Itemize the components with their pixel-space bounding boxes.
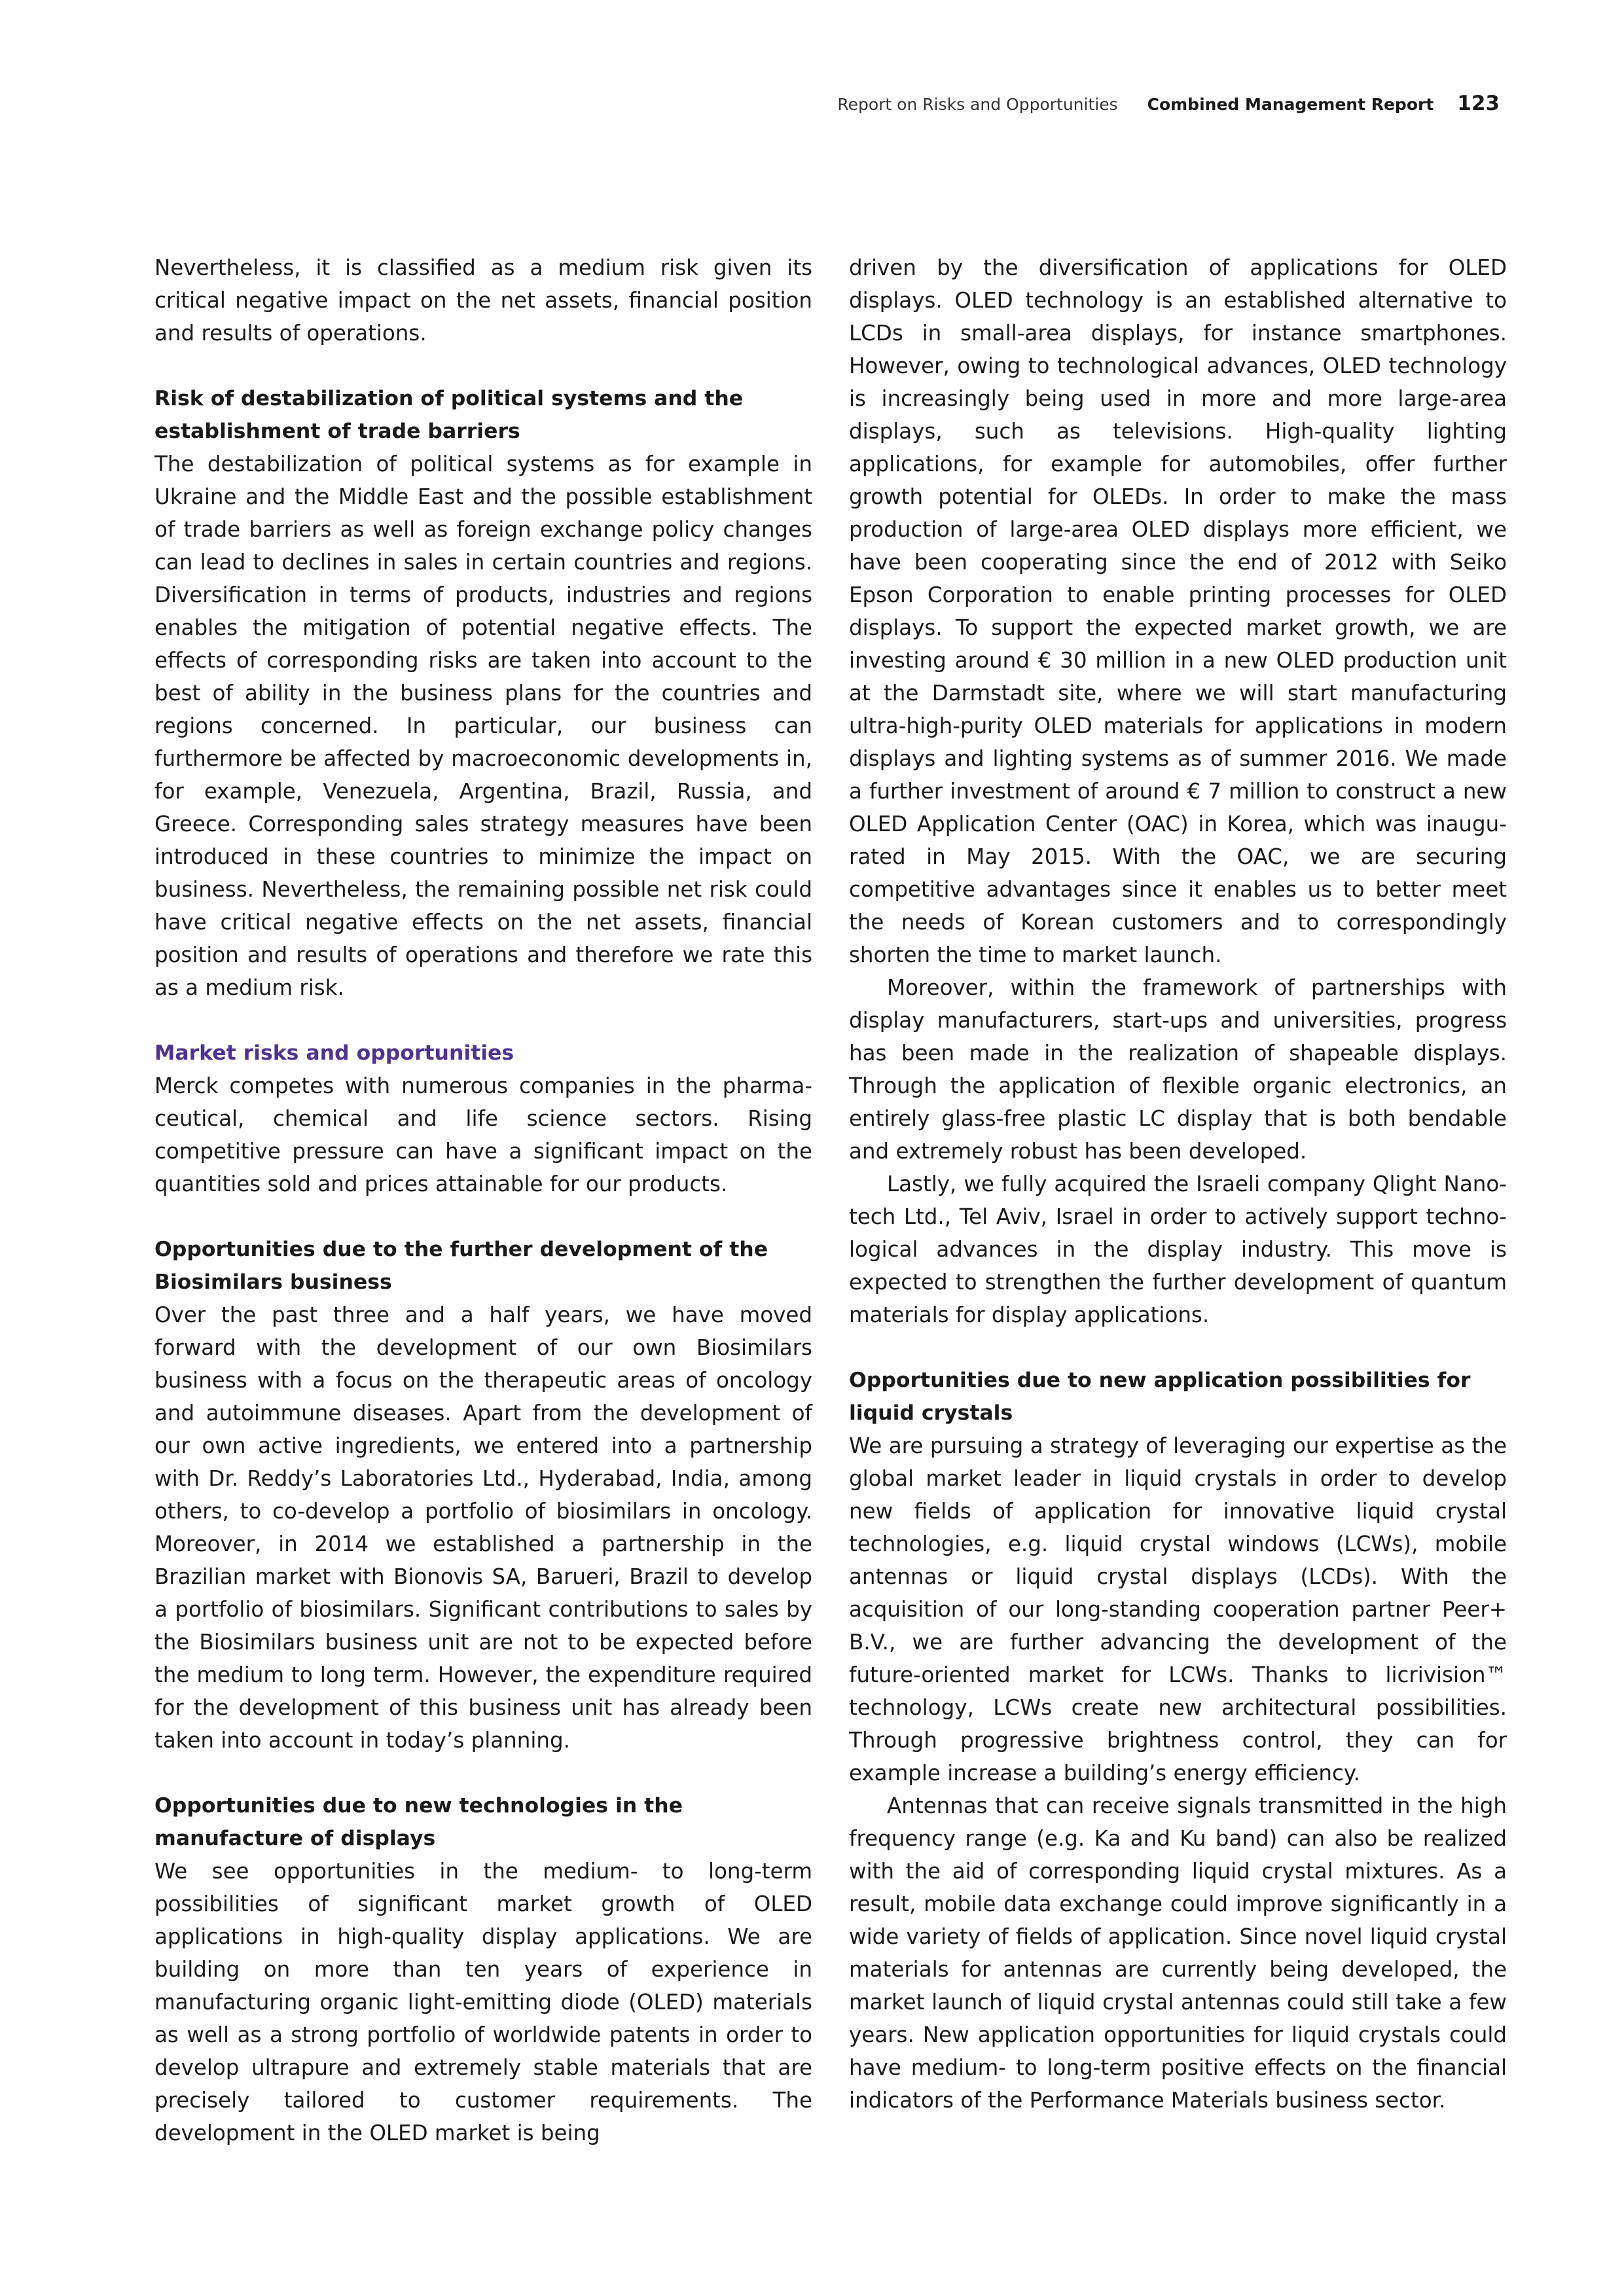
section-heading: Opportunities due to new application possibilities for liquid crystals: [849, 1369, 1471, 1425]
header-report-title: Combined Management Report: [1147, 95, 1434, 114]
paragraph: Antennas that can receive signals transmitted in the high frequency range (e.g. Ka and Ku band) can also be realized with the aid of corresponding liquid crystal mixtures. As a result, mobile data exchange could improve significantly in a wide variety of fields of application. Since novel liquid crystal materials for antennas are currently being developed, the market launch of liquid crystal antennas could still take a few years. New application opportunities for liquid crystals could have medium- to long-term positive effects on the financial indicators of the Performance Materials business sector.: [849, 1793, 1507, 2113]
paragraph: Merck competes with numerous companies in the pharmaceutical, chemical and life science sectors. Rising competitive pressure can have a significant impact on the quantities sold and prices attainable for our products.: [154, 1073, 812, 1196]
section-heading: Opportunities due to the further development of the Biosimilars business: [154, 1238, 768, 1294]
section-heading-accent: Market risks and opportunities: [154, 1041, 514, 1065]
paragraph: driven by the diversification of applications for OLED displays. OLED technology is an established alternative to LCDs in small-area displays, for instance smartphones. However, owing to technological advances, OLED technology is increasingly being used in more and more large-area displays, such as televisions. High-quality lighting applications, for example for automobiles, offer further growth potential for OLEDs. In order to make the mass production of large-area OLED displays more efficient, we have been cooperating since the end of 2012 with Seiko Epson Corporation to enable printing processes for OLED displays. To support the expected market growth, we are investing around € 30 million in a new OLED production unit at the Darmstadt site, where we will start manufacturing ultra-high-purity OLED materials for applications in modern displays and lighting systems as of summer 2016. We made a further investment of around € 7 million to construct a new OLED Application Center (OAC) in Korea, which was inaugurated in May 2015. With the OAC, we are securing competitive advantages since it enables us to better meet the needs of Korean customers and to correspondingly shorten the time to market launch.: [849, 255, 1507, 967]
right-column: [849, 251, 1507, 2117]
page-header: [837, 92, 1500, 115]
paragraph: We see opportunities in the medium- to long-term possibilities of significant market growth of OLED applications in high-quality display applications. We are building on more than ten years of experience in manufacturing organic light-emitting diode (OLED) materials as well as a strong portfolio of worldwide patents in order to develop ultrapure and extremely stable materials that are precisely tailored to customer requirements. The development in the OLED market is being: [154, 1859, 812, 2145]
paragraph: We are pursuing a strategy of leveraging our expertise as the global market leader in liquid crystals in order to develop new fields of application for innovative liquid crystal technologies, e.g. liquid crystal windows (LCWs), mobile antennas or liquid crystal displays (LCDs). With the acquisition of our long-standing cooperation partner Peer+ B.V., we are further advancing the development of the future-oriented market for LCWs. Thanks to licrivision™ technology, LCWs create new architectural possibilities. Through progressive brightness control, they can for example increase a building’s energy efficiency.: [849, 1433, 1507, 1785]
paragraph: Moreover, within the framework of partnerships with display manufacturers, start-ups and universities, progress has been made in the realization of shapeable displays. Through the application of flexible organic electronics, an entirely glass-free plastic LC display that is both bendable and extremely robust has been developed.: [849, 975, 1507, 1164]
section-heading: Risk of destabilization of political systems and the establishment of trade barriers: [154, 387, 744, 443]
paragraph: Over the past three and a half years, we have moved forward with the development of our own Biosimilars business with a focus on the therapeutic areas of oncology and autoimmune diseases. Apart from the development of our own active ingredients, we entered into a partnership with Dr. Reddy’s Laboratories Ltd., Hyderabad, India, among others, to co-develop a portfolio of biosimilars in oncology. Moreover, in 2014 we established a partnership in the Brazilian market with Bionovis SA, Barueri, Brazil to develop a portfolio of biosimilars. Significant contributions to sales by the Biosimilars business unit are not to be expected before the medium to long term. However, the expenditure required for the development of this business unit has already been taken into account in today’s planning.: [154, 1302, 812, 1753]
paragraph: Lastly, we fully acquired the Israeli company Qlight Nanotech Ltd., Tel Aviv, Israel in order to actively support technological advances in the display industry. This move is expected to strengthen the further development of quantum materials for display applications.: [849, 1172, 1507, 1327]
page-number: 123: [1457, 92, 1500, 115]
paragraph: The destabilization of political systems as for example in Ukraine and the Middle East and the possible establishment of trade barriers as well as foreign exchange policy changes can lead to declines in sales in certain countries and regions. Diversification in terms of products, industries and regions enables the mitigation of potential negative effects. The effects of corresponding risks are taken into account to the best of ability in the business plans for the countries and regions concerned. In particular, our business can furthermore be affected by macroeconomic developments in, for example, Venezuela, Argentina, Brazil, Russia, and Greece. Corresponding sales strategy measures have been introduced in these countries to minimize the impact on business. Nevertheless, the remaining possible net risk could have critical negative effects on the net assets, financial position and results of operations and therefore we rate this as a medium risk.: [154, 452, 812, 1000]
section-heading: Opportunities due to new technologies in the manufacture of displays: [154, 1794, 683, 1850]
header-section-title: Report on Risks and Opportunities: [837, 95, 1118, 114]
paragraph: Nevertheless, it is classified as a medium risk given its critical negative impact on the net assets, financial position and results of operations.: [154, 255, 812, 346]
left-column: [154, 251, 812, 2149]
